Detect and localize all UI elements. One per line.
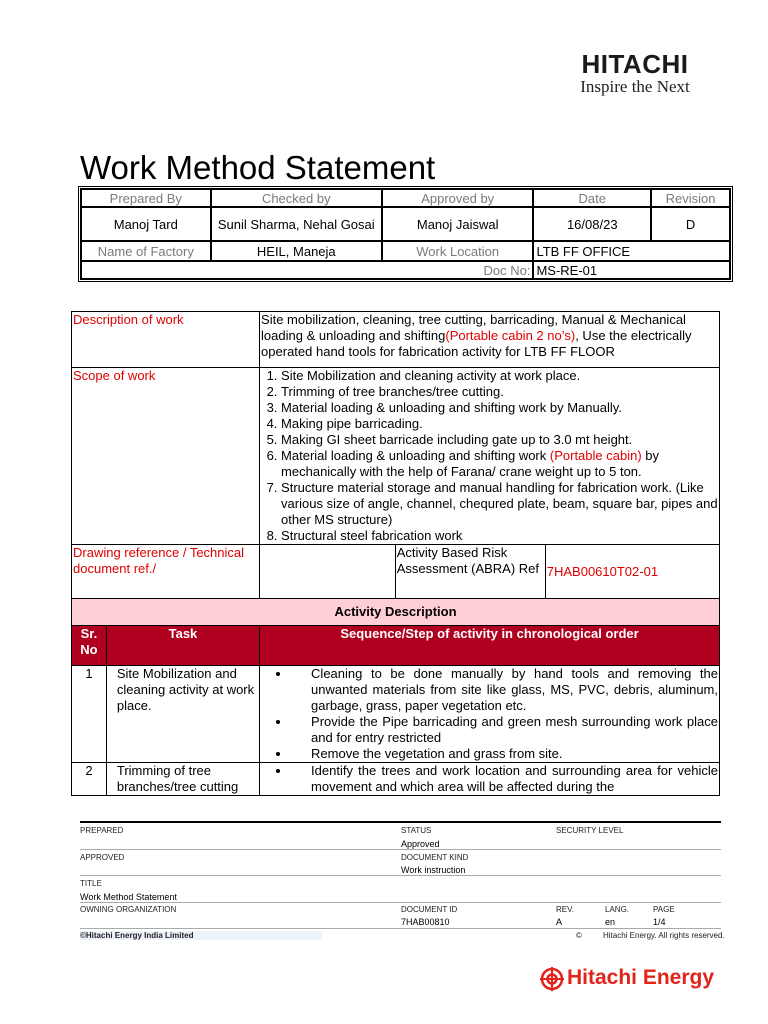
hitachi-energy-symbol-icon: [540, 967, 564, 991]
footer-approved-label: APPROVED: [80, 853, 125, 862]
scope-item: 5. Making GI sheet barricade including gate up to 3.0 mt height.: [281, 432, 718, 448]
checked-by-label: Checked by: [211, 189, 382, 207]
footer-kind: Work instruction: [401, 865, 466, 875]
step-item: • Remove the vegetation and grass from site.: [291, 746, 718, 762]
footer-rule: [80, 928, 721, 929]
scope-item: 7. Structure material storage and manual handling for fabrication work. (Like various size of angle, channel, chequred plate, beam, square bar, pipes and other MS structure): [281, 480, 718, 528]
drawing-label: Drawing reference / Technical document ref./: [72, 545, 260, 599]
footer-rights: Hitachi Energy. All rights reserved.: [603, 931, 725, 940]
hitachi-logo: [560, 50, 710, 96]
footer-copyright-symbol: ©: [576, 931, 582, 940]
header-table: [80, 188, 731, 280]
factory-label: Name of Factory: [81, 241, 211, 261]
work-location-label: Work Location: [382, 241, 533, 261]
footer-docid-label: DOCUMENT ID: [401, 905, 458, 914]
work-location-value: LTB FF OFFICE: [533, 241, 730, 261]
scope-item: 3. Material loading & unloading and shifting work by Manually.: [281, 400, 718, 416]
footer-lang-label: LANG.: [605, 905, 630, 914]
footer-title-label: TITLE: [80, 879, 102, 888]
scope-item: 2. Trimming of tree branches/tree cutting.: [281, 384, 718, 400]
hitachi-energy-text: Hitachi Energy: [567, 966, 715, 989]
revision-value: D: [651, 207, 730, 241]
scope-item: 1. Site Mobilization and cleaning activity at work place.: [281, 368, 718, 384]
step-item: • Identify the trees and work location and surrounding area for vehicle movement and which area will be affected during the: [291, 763, 718, 795]
checked-by-value: Sunil Sharma, Nehal Gosai: [211, 207, 382, 241]
row-task: Site Mobilization and cleaning activity at work place.: [106, 666, 259, 763]
footer-rule: [80, 875, 721, 876]
row-steps: [260, 763, 720, 796]
description-label: Description of work: [72, 312, 260, 368]
footer-prepared-label: PREPARED: [80, 826, 124, 835]
scope-item6-part1: Material loading & unloading and shifting work: [281, 448, 550, 463]
approved-by-value: Manoj Jaiswal: [382, 207, 533, 241]
footer-docid: 7HAB00810: [401, 917, 450, 927]
factory-value: HEIL, Maneja: [211, 241, 382, 261]
scope-item6-red: (Portable cabin): [549, 448, 642, 463]
logo-brand: HITACHI: [581, 49, 689, 79]
scope-item: 8. Structural steel fabrication work: [281, 528, 718, 544]
row-task: Trimming of tree branches/tree cutting: [106, 763, 259, 796]
prepared-by-label: Prepared By: [81, 189, 211, 207]
footer-owner-label: OWNING ORGANIZATION: [80, 905, 177, 914]
logo-tagline: Inspire the Next: [580, 77, 690, 96]
row-steps: [260, 666, 720, 763]
footer-rule: [80, 849, 721, 850]
abra-label: Activity Based Risk Assessment (ABRA) Ref: [395, 545, 545, 599]
row-sr: 1: [72, 666, 107, 763]
footer-rule: [80, 902, 721, 903]
description-text: [260, 312, 720, 368]
doc-no-label: Doc No:: [81, 261, 533, 279]
footer-kind-label: DOCUMENT KIND: [401, 853, 469, 862]
abra-value: 7HAB00610T02-01: [545, 545, 719, 599]
description-part2: , Use the electrically operated hand tools for fabrication activity for LTB FF FLOOR: [261, 328, 692, 359]
footer-page-label: PAGE: [653, 905, 675, 914]
step-item: • Provide the Pipe barricading and green mesh surrounding work place and for entry restricted: [291, 714, 718, 746]
footer-rev-label: REV.: [556, 905, 574, 914]
footer-status-label: STATUS: [401, 826, 432, 835]
footer-page: 1/4: [653, 917, 666, 927]
step-item: • Cleaning to be done manually by hand tools and removing the unwanted materials from site like glass, MS, PVC, debris, aluminum, garbage, grass, paper vegetation etc.: [291, 666, 718, 714]
page-title: Work Method Statement: [80, 149, 436, 186]
sr-no-header: Sr. No: [72, 626, 107, 666]
doc-no-value: MS-RE-01: [533, 261, 730, 279]
footer-security-label: SECURITY LEVEL: [556, 826, 624, 835]
footer-title: Work Method Statement: [80, 892, 177, 902]
revision-label: Revision: [651, 189, 730, 207]
scope-list: [260, 368, 720, 545]
date-label: Date: [533, 189, 651, 207]
drawing-value: [260, 545, 396, 599]
description-part1: Site mobilization, cleaning, tree cutting, barricading, Manual & Mechanical loading & unloading and shifting: [261, 312, 686, 343]
scope-item: 4. Making pipe barricading.: [281, 416, 718, 432]
footer-lang: en: [605, 917, 616, 927]
date-value: 16/08/23: [533, 207, 651, 241]
footer-status: Approved: [401, 839, 440, 849]
scope-item: [281, 448, 718, 480]
scope-label: Scope of work: [72, 368, 260, 545]
footer-company: ©Hitachi Energy India Limited: [80, 931, 194, 940]
footer-divider: [80, 821, 721, 823]
approved-by-label: Approved by: [382, 189, 533, 207]
prepared-by-value: Manoj Tard: [81, 207, 211, 241]
footer-rev: A: [556, 917, 563, 927]
activity-title: Activity Description: [72, 599, 720, 626]
description-red: (Portable cabin 2 no’s): [445, 328, 576, 343]
work-method-table: [71, 311, 720, 796]
scope-item6-part2: by mechanically with the help of Farana/ crane weight up to 5 ton.: [281, 448, 660, 479]
row-sr: 2: [72, 763, 107, 796]
sequence-header: Sequence/Step of activity in chronological order: [260, 626, 720, 666]
task-header: Task: [106, 626, 259, 666]
